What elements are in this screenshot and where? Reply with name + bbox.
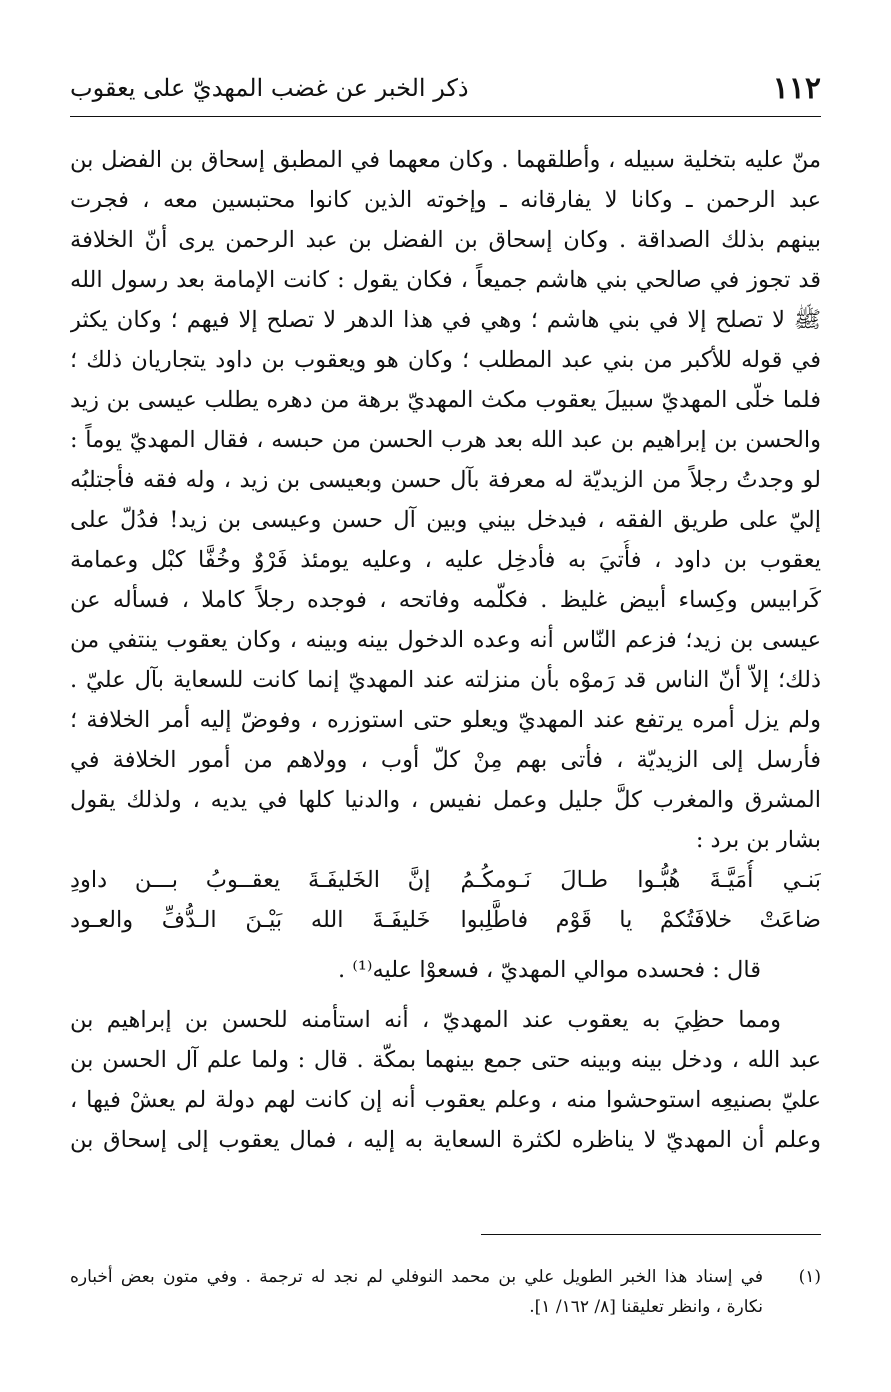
text-line: عليّ بصنيعِه استوحشوا منه ، وعلم يعقوب أنه إن كانت لهم دولة لم يعشْ فيها ،: [70, 1087, 821, 1113]
footnote-rule: [481, 1234, 821, 1235]
page-header: [70, 70, 821, 106]
text-line: بينهم بذلك الصداقة . وكان إسحاق بن الفضل بن عبد الرحمن يرى أنّ الخلافة: [70, 227, 821, 253]
text-line: عبد الرحمن ـ وكانا لا يفارقانه ـ وإخوته الذين كانوا محتبسين معه ، فجرت: [70, 187, 821, 213]
poem-hemistich-first: بَنـي أُمَيَّـةَ هُبُّـوا طـالَ نَـومكُـمُ: [460, 867, 821, 893]
text-line: يعقوب بن داود ، فأُتيَ به فأدخِل عليه ، وعليه يومئذ فَرْوٌ وخُفَّا كبْل وعمامة: [70, 547, 821, 573]
text-line: ومما حظِيَ به يعقوب عند المهديّ ، أنه استأمنه للحسن بن إبراهيم بن: [70, 1007, 781, 1033]
footnote-text: في إسناد هذا الخبر الطويل علي بن محمد النوفلي لم نجد له ترجمة . وفي متون بعض أخباره: [70, 1267, 763, 1287]
running-title: ذكر الخبر عن غضب المهديّ على يعقوب: [70, 74, 469, 102]
text-line: والحسن بن إبراهيم بن عبد الله بعد هرب الحسن من حبسه ، فقال المهديّ يوماً :: [70, 427, 821, 453]
poem-verse: [70, 860, 821, 900]
header-rule: [70, 116, 821, 117]
poem-verse: [70, 900, 821, 940]
text-line: فلما خلّى المهديّ سبيلَ يعقوب مكث المهديّ برهة من دهره يطلب عيسى بن زيد: [70, 387, 821, 413]
text-line: وعلم أن المهديّ لا يناظره لكثرة السعاية به إليه ، فمال يعقوب إلى إسحاق بن: [70, 1127, 821, 1153]
text-line: منّ عليه بتخلية سبيله ، وأطلقهما . وكان معهما في المطبق إسحاق بن الفضل بن: [70, 147, 821, 173]
paragraph-gap: [70, 990, 821, 1000]
text-line: قال : فحسده موالي المهديّ ، فسعوْا عليه⁽¹⁾ .: [338, 957, 761, 983]
text-line: بشار بن برد :: [695, 827, 821, 853]
text-line: فأرسل إلى الزيديّة ، فأتى بهم مِنْ كلّ أوب ، وولاهم من أمور الخلافة في: [70, 747, 821, 773]
poem-hemistich-second: إنَّ الخَليفَـةَ يعقــوبُ بـــن داودِ: [70, 867, 431, 893]
poem-hemistich-second: خَليفَـةَ الله بَيْـنَ الـدُّفِّ والعـود: [70, 907, 431, 933]
text-line: قد تجوز في صالحي بني هاشم جميعاً ، فكان يقول : كانت الإمامة بعد رسول الله: [70, 267, 821, 293]
text-line: لو وجدتُ رجلاً من الزيديّة له معرفة بآل حسن وبعيسى بن زيد ، وله فقه فأجتلبُه: [70, 467, 821, 493]
text-line: كَرابيس وكِساء أبيض غليظ . فكلّمه وفاتحه ، فوجده رجلاً كاملا ، فسأله عن: [70, 587, 821, 613]
text-line: ﷺ لا تصلح إلا في بني هاشم ؛ وهي في هذا الدهر لا تصلح إلا فيهم ؛ وكان يكثر: [70, 307, 821, 333]
text-line: المشرق والمغرب كلَّ جليل وعمل نفيس ، والدنيا كلها في يديه ، ولذلك يقول: [70, 787, 821, 813]
text-line: ولم يزل أمره يرتفع عند المهديّ ويعلو حتى استوزره ، وفوضّ إليه أمر الخلافة ؛: [70, 707, 821, 733]
text-line: عبد الله ، ودخل بينه وبينه حتى جمع بينهما بمكّة . قال : ولما علم آل الحسن بن: [70, 1047, 821, 1073]
footnotes: [70, 1262, 821, 1322]
page-number: ١١٢: [772, 70, 821, 106]
text-line: إليّ على طريق الفقه ، فيدخل بيني وبين آل حسن وعيسى بن زيد! فدُلّ على: [70, 507, 821, 533]
footnote-number: (١): [798, 1267, 821, 1287]
footnote: [70, 1262, 821, 1292]
text-line: عيسى بن زيد؛ فزعم النّاس أنه وعده الدخول بينه وبينه ، وكان يعقوب ينتفي من: [70, 627, 821, 653]
main-text: [70, 140, 821, 1160]
footnote-text: نكارة ، وانظر تعليقنا [٨/ ١٦٢/ ١].: [529, 1297, 763, 1317]
text-line: ذلك؛ إلاّ أنّ الناس قد رَموْه بأن منزلته عند المهديّ إنما كانت للسعاية بآل عليّ .: [70, 667, 821, 693]
poem-hemistich-first: ضاعَتْ خلافَتُكمْ يا قَوْم فاطَّلِبوا: [460, 907, 821, 933]
text-line: في قوله للأكبر من بني عبد المطلب ؛ وكان هو ويعقوب بن داود يتجاريان ذلك ؛: [70, 347, 821, 373]
